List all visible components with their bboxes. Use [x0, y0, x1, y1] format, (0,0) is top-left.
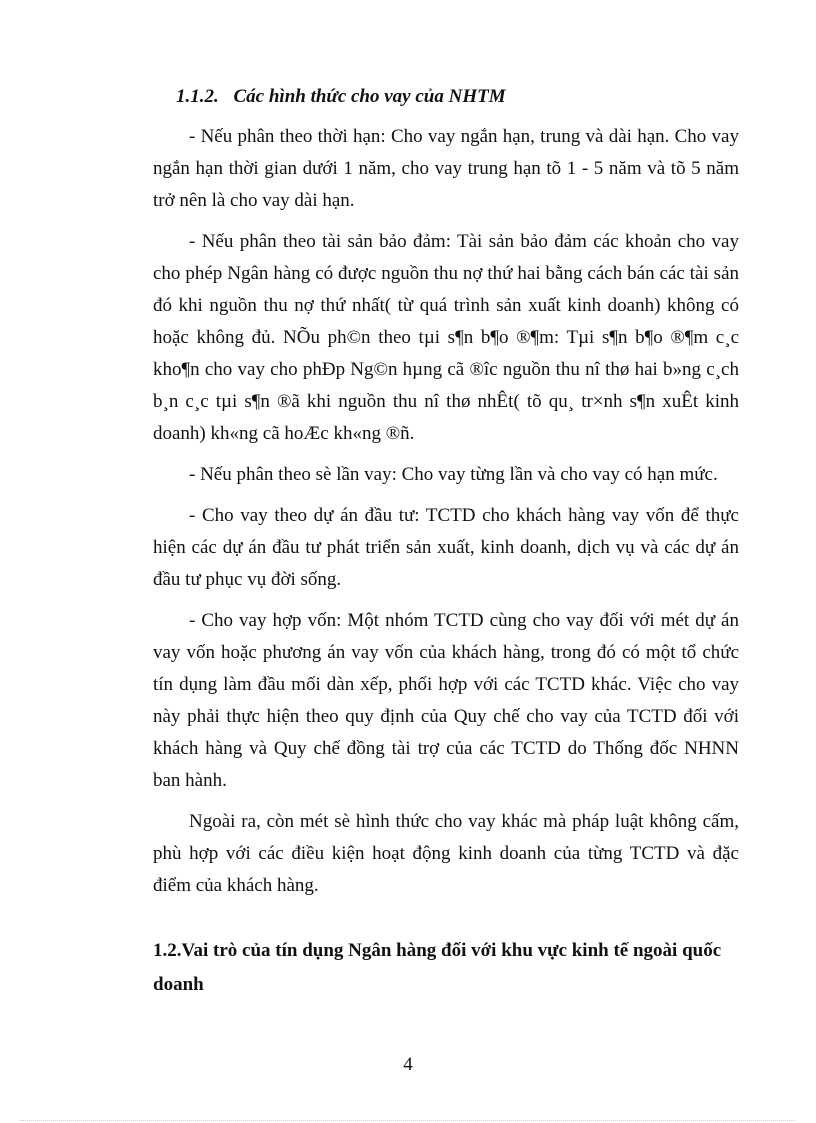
paragraph-collateral-classification: - Nếu phân theo tài sản bảo đảm: Tài sản bảo đảm các khoản cho vay cho phép Ngân hàng có được nguồn thu nợ thứ hai bằng cách bán các tài sản đó khi nguồn thu nợ thứ nhất( từ quá trình sản xuất kinh doanh) không có hoặc không đủ. NÕu ph©n theo tµi s¶n b¶o ®¶m: Tµi s¶n b¶o ®¶m c¸c kho¶n cho vay cho phÐp Ng©n hµng cã ®îc nguồn thu nî thø hai b»ng c¸ch b¸n c¸c tµi s¶n ®ã khi nguồn thu nî thø nhÊt( tõ qu¸ tr×nh s¶n xuÊt kinh doanh) kh«ng cã hoÆc kh«ng ®ñ.	[153, 231, 739, 444]
section-heading	[176, 86, 506, 108]
paragraph-other-forms: Ngoài ra, còn mét sè hình thức cho vay khác mà pháp luật không cấm, phù hợp với các điều kiện hoạt động kinh doanh của từng TCTD và đặc điểm của khách hàng.	[153, 811, 739, 896]
paragraph-project-lending: - Cho vay theo dự án đầu tư: TCTD cho khách hàng vay vốn để thực hiện các dự án đầu tư phát triển sản xuất, kinh doanh, dịch vụ và các dự án đầu tư phục vụ đời sống.	[153, 505, 739, 590]
section-number: 1.1.2.	[176, 86, 219, 107]
paragraph-term-classification: - Nếu phân theo thời hạn: Cho vay ngắn hạn, trung và dài hạn. Cho vay ngắn hạn thời gian dưới 1 năm, cho vay trung hạn tõ 1 - 5 năm và tõ 5 năm trở nên là cho vay dài hạn.	[153, 126, 739, 211]
page-bottom-divider	[20, 1120, 796, 1121]
body-text	[153, 121, 739, 911]
page-number: 4	[403, 1054, 413, 1075]
paragraph-syndicated-lending: - Cho vay hợp vốn: Một nhóm TCTD cùng cho vay đối với mét dự án vay vốn hoặc phương án vay vốn của khách hàng, trong đó có một tổ chức tín dụng làm đầu mối dàn xếp, phối hợp với các TCTD khác. Việc cho vay này phải thực hiện theo quy định của Quy chế cho vay của TCTD đối với khách hàng và Quy chế đồng tài trợ của các TCTD do Thống đốc NHNN ban hành.	[153, 610, 739, 791]
section-title: Các hình thức cho vay của NHTM	[233, 86, 506, 107]
paragraph-frequency-classification: - Nếu phân theo sè lần vay: Cho vay từng lần và cho vay có hạn mức.	[189, 464, 718, 485]
chapter-heading: 1.2.Vai trò của tín dụng Ngân hàng đối với khu vực kinh tế ngoài quốc doanh	[153, 940, 722, 995]
